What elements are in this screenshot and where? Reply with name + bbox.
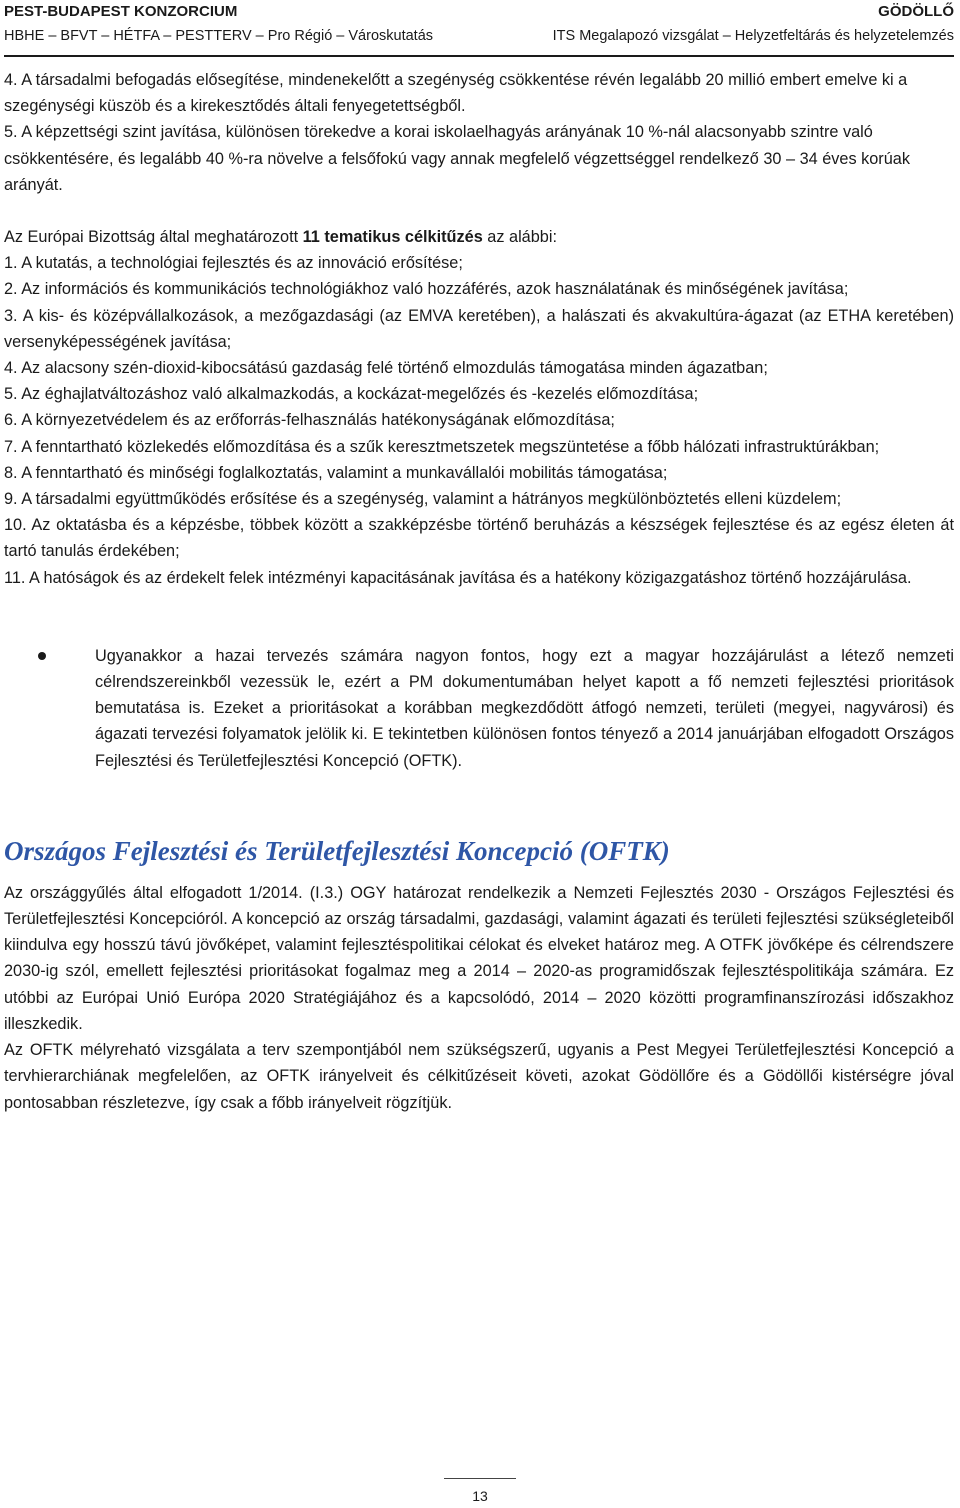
section-paragraph-1: Az országgyűlés által elfogadott 1/2014. (I.3.) OGY határozat rendelkezik a Nemzeti Fejlesztés 2030 - Országos Fejlesztési és Területfejlesztési Koncepcióról. A koncepció az ország társadalmi, gazdasági, valamint ágazati és területi fejlesztési szükségleteiből kiindulva egy hosszú távú jövőképet, valamint fejlesztéspolitikai célokat és elveket határoz meg. A OTFK jövőképe és célrendszere 2030-ig szól, emellett fejlesztési prioritásokat fogalmaz meg a 2014 – 2020-as programidőszak fejlesztéspolitikája számára. Ez utóbbi az Európai Unió Európa 2020 Stratégiájához és a kapcsolódó, 2014 – 2020 közötti programfinanszírozási időszakhoz illeszkedik. [4, 883, 954, 1033]
intro-item-5: 5. A képzettségi szint javítása, különösen törekedve a korai iskolaelhagyás arányának 10 %-nál alacsonyabb szintre való csökkentésére, és legalább 40 %-ra növelve a felsőfokú vagy annak megfelelő végzettséggel rendelkező 30 – 34 éves korúak arányát. [4, 123, 910, 194]
spacer [4, 617, 954, 643]
intro-item-4: 4. A társadalmi befogadás elősegítése, mindenekelőtt a szegénység csökkentése révén legalább 20 millió embert emelve ki a szegénységi küszöb és a kirekesztődés általi fenyegetettségből. [4, 71, 908, 116]
spacer [4, 800, 954, 834]
objective-item-5: 5. Az éghajlatváltozáshoz való alkalmazkodás, a kockázat-megelőzés és -kezelés előmozdítása; [4, 385, 699, 404]
objectives-lead-bold: 11 tematikus célkitűzés [302, 228, 483, 247]
header-partners: HBHE – BFVT – HÉTFA – PESTTERV – Pro Régió – Városkutatás [4, 28, 434, 44]
objective-item-8: 8. A fenntartható és minőségi foglalkoztatás, valamint a munkavállalói mobilitás támogatása; [4, 463, 668, 482]
objectives-lead-prefix: Az Európai Bizottság által meghatározott [4, 228, 303, 247]
objective-item-7: 7. A fenntartható közlekedés előmozdítása és a szűk keresztmetszetek megszüntetése a főbb hálózati infrastruktúrákban; [4, 437, 880, 456]
objectives-lead-suffix: az alábbi: [482, 228, 557, 247]
section-heading: Országos Fejlesztési és Területfejlesztési Koncepció (OFTK) [4, 835, 670, 866]
objective-item-2: 2. Az információs és kommunikációs technológiákhoz való hozzáférés, azok használatának és minőségének javítása; [4, 280, 849, 299]
spacer [4, 868, 954, 880]
header-top-row [4, 3, 954, 21]
header-document-title: ITS Megalapozó vizsgálat – Helyzetfeltárás és helyzetelemzés [552, 28, 954, 44]
header-city: GÖDÖLLŐ [878, 3, 954, 20]
spacer [4, 198, 954, 224]
page-header [4, 0, 954, 57]
objective-item-11: 11. A hatóságok és az érdekelt felek intézményi kapacitásának javítása és a hatékony közigazgatáshoz történő hozzájárulása. [4, 568, 912, 587]
header-consortium: PEST-BUDAPEST KONZORCIUM [4, 3, 238, 20]
spacer [4, 774, 954, 800]
page-content [4, 67, 954, 1116]
section-paragraph-2: Az OFTK mélyreható vizsgálata a terv szempontjából nem szükségszerű, ugyanis a Pest Megyei Területfejlesztési Koncepció a tervhierarchiának megfelelően, az OFTK irányelveit és célkitűzéseit követi, azokat Gödöllőre és a Gödöllői kistérségre jóval pontosabban részletezve, így csak a főbb irányelveit rögzítjük. [4, 1041, 954, 1112]
objective-item-10: 10. Az oktatásba és a képzésbe, többek között a szakképzésbe történő beruházás a készségek fejlesztése és az egész életen át tartó tanulás érdekében; [4, 516, 954, 561]
footer-divider [444, 1478, 516, 1479]
page-number: 13 [472, 1488, 488, 1504]
objective-item-1: 1. A kutatás, a technológiai fejlesztés és az innováció erősítése; [4, 254, 463, 273]
objectives-lead [4, 224, 954, 250]
header-bottom-row [4, 27, 954, 45]
objective-item-9: 9. A társadalmi együttműködés erősítése és a szegénység, valamint a hátrányos megkülönböztetés elleni küzdelem; [4, 490, 842, 509]
page-footer [0, 1478, 960, 1508]
bullet-item [4, 643, 954, 774]
bullet-dot-icon [4, 643, 95, 774]
objective-item-3: 3. A kis- és középvállalkozások, a mezőgazdasági (az EMVA keretében), a halászati és akvakultúra-ágazat (az ETHA keretében) versenyképességének javítása; [4, 306, 954, 351]
bullet-text: Ugyanakkor a hazai tervezés számára nagyon fontos, hogy ezt a magyar hozzájárulást a létező nemzeti célrendszereinkből vezessük le, ezért a PM dokumentumában helyet kapott a fő nemzeti fejlesztési prioritások bemutatása is. Ezeket a prioritásokat a korábban megkezdődött átfogó nemzeti, területi (megyei, nagyvárosi) és ágazati tervezési folyamatok jelölik ki. E tekintetben különösen fontos tényező a 2014 januárjában elfogadott Országos Fejlesztési és Területfejlesztési Koncepció (OFTK). [95, 646, 954, 770]
spacer [4, 591, 954, 617]
objective-item-4: 4. Az alacsony szén-dioxid-kibocsátású gazdaság felé történő elmozdulás támogatása minden ágazatban; [4, 359, 768, 378]
objective-item-6: 6. A környezetvédelem és az erőforrás-felhasználás hatékonyságának előmozdítása; [4, 411, 615, 430]
